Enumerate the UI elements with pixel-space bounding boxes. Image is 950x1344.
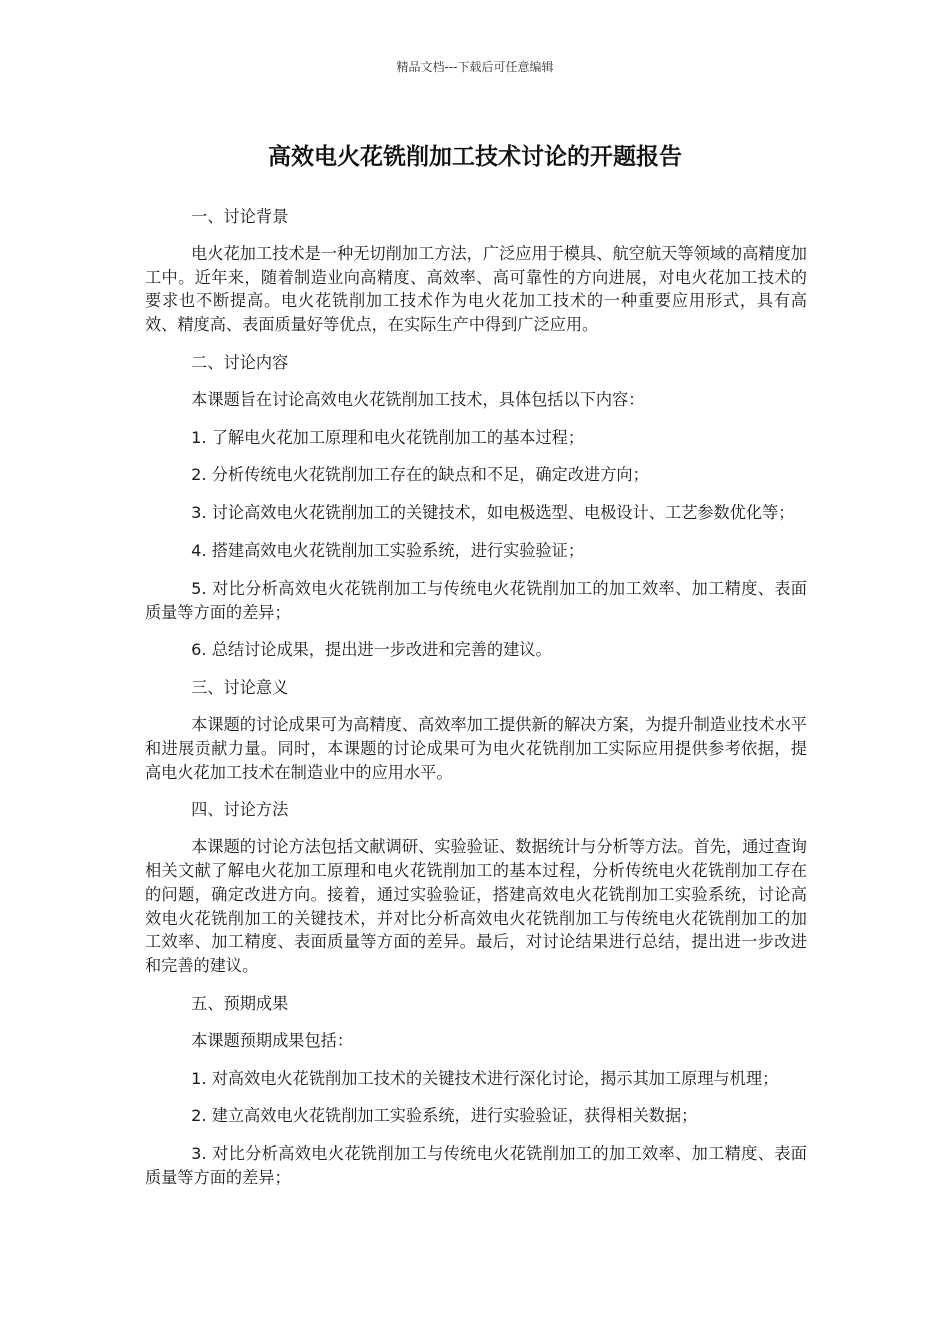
paragraph: 本课题旨在讨论高效电火花铣削加工技术，具体包括以下内容：: [191, 389, 645, 409]
list-item: 6. 总结讨论成果，提出进一步改进和完善的建议。: [191, 640, 552, 660]
section-heading-methods: 四、讨论方法: [191, 800, 289, 820]
page-header-note: 精品文档---下载后可任意编辑: [396, 60, 554, 74]
list-item: 5. 对比分析高效电火花铣削加工与传统电火花铣削加工的加工效率、加工精度、表面质量等方面的差异；: [145, 578, 807, 622]
document-body: [145, 205, 807, 1204]
paragraph: 本课题的讨论方法包括文献调研、实验验证、数据统计与分析等方法。首先，通过查询相关文献了解电火花加工原理和电火花铣削加工的基本过程，分析传统电火花铣削加工存在的问题，确定改进方向。接着，通过实验验证，搭建高效电火花铣削加工实验系统，讨论高效电火花铣削加工的关键技术，并对比分析高效电火花铣削加工与传统电火花铣削加工的加工效率、加工精度、表面质量等方面的差异。最后，对讨论结果进行总结，提出进一步改进和完善的建议。: [145, 837, 807, 976]
list-item: 3. 对比分析高效电火花铣削加工与传统电火花铣削加工的加工效率、加工精度、表面质量等方面的差异；: [145, 1144, 807, 1187]
section-heading-expected-results: 五、预期成果: [191, 993, 289, 1013]
section-heading-significance: 三、讨论意义: [191, 678, 289, 698]
section-heading-content: 二、讨论内容: [191, 352, 289, 372]
section-heading-background: 一、讨论背景: [191, 207, 289, 226]
document-title: 高效电火花铣削加工技术讨论的开题报告: [268, 144, 682, 170]
list-item: 1. 对高效电火花铣削加工技术的关键技术进行深化讨论，揭示其加工原理与机理；: [191, 1068, 779, 1088]
list-item: 2. 分析传统电火花铣削加工存在的缺点和不足，确定改进方向；: [191, 465, 649, 485]
list-item: 3. 讨论高效电火花铣削加工的关键技术，如电极选型、电极设计、工艺参数优化等；: [191, 503, 795, 523]
paragraph: 本课题预期成果包括：: [191, 1030, 354, 1050]
paragraph: 电火花加工技术是一种无切削加工方法，广泛应用于模具、航空航天等领域的高精度加工中。近年来，随着制造业向高精度、高效率、高可靠性的方向进展，对电火花加工技术的要求也不断提高。电火花铣削加工技术作为电火花加工技术的一种重要应用形式，具有高效、精度高、表面质量好等优点，在实际生产中得到广泛应用。: [145, 243, 807, 335]
paragraph: 本课题的讨论成果可为高精度、高效率加工提供新的解决方案，为提升制造业技术水平和进展贡献力量。同时，本课题的讨论成果可为电火花铣削加工实际应用提供参考依据，提高电火花加工技术在制造业中的应用水平。: [145, 714, 807, 782]
list-item: 1. 了解电火花加工原理和电火花铣削加工的基本过程；: [191, 427, 585, 447]
list-item: 2. 建立高效电火花铣削加工实验系统，进行实验验证，获得相关数据；: [191, 1106, 698, 1126]
list-item: 4. 搭建高效电火花铣削加工实验系统，进行实验验证；: [191, 540, 585, 560]
